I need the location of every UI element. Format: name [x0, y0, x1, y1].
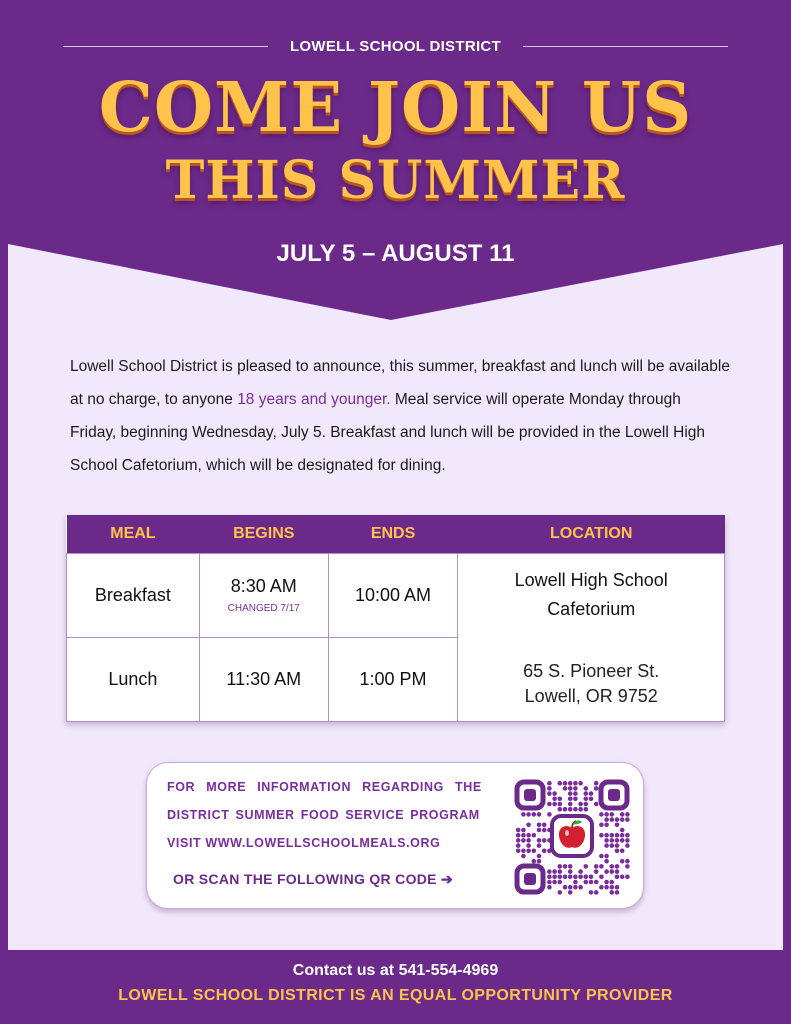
qr-module	[537, 812, 542, 817]
ends-cell: 10:00 AM	[328, 553, 458, 637]
intro-text: Lowell School District is pleased to announce, this summer, breakfast and lunch will be available at no charge, to anyone	[70, 358, 730, 408]
info-card	[146, 762, 644, 909]
qr-module	[594, 786, 599, 791]
qr-module	[573, 786, 578, 791]
qr-module	[615, 833, 620, 838]
qr-module	[620, 828, 625, 833]
qr-module	[542, 823, 547, 828]
qr-module	[552, 797, 557, 802]
qr-module	[573, 885, 578, 890]
qr-module	[552, 791, 557, 796]
qr-module	[558, 869, 563, 874]
qr-module	[537, 828, 542, 833]
qr-module	[526, 812, 531, 817]
district-name: LOWELL SCHOOL DISTRICT	[289, 38, 502, 55]
qr-module	[604, 869, 609, 874]
qr-module	[521, 854, 526, 859]
qr-module	[615, 864, 620, 869]
qr-module	[558, 864, 563, 869]
meal-cell: Lunch	[67, 637, 200, 721]
qr-module	[542, 838, 547, 843]
district-banner	[8, 38, 783, 55]
qr-module	[599, 885, 604, 890]
qr-module	[558, 807, 563, 812]
footer	[0, 950, 791, 1024]
program-dates: JULY 5 – AUGUST 11	[276, 240, 515, 267]
qr-module	[584, 802, 589, 807]
qr-module	[526, 843, 531, 848]
qr-module	[610, 817, 615, 822]
qr-module	[615, 843, 620, 848]
qr-module	[516, 849, 521, 854]
location-cell	[458, 553, 725, 721]
qr-module	[589, 880, 594, 885]
qr-module	[526, 823, 531, 828]
qr-module	[625, 817, 630, 822]
begins-time: 8:30 AM	[230, 576, 297, 596]
qr-module	[584, 807, 589, 812]
qr-module	[558, 875, 563, 880]
qr-module	[620, 849, 625, 854]
qr-module	[594, 802, 599, 807]
scan-instruction: OR SCAN THE FOLLOWING QR CODE ➔	[173, 871, 454, 887]
qr-module	[625, 859, 630, 864]
qr-module	[620, 875, 625, 880]
apple-icon	[552, 816, 592, 856]
qr-module	[584, 797, 589, 802]
qr-module	[558, 880, 563, 885]
headline-this-summer: THIS SUMMER	[165, 150, 626, 211]
qr-module	[578, 781, 583, 786]
qr-module	[604, 812, 609, 817]
qr-module	[584, 786, 589, 791]
qr-module	[620, 859, 625, 864]
qr-module	[521, 838, 526, 843]
equal-opportunity-statement: LOWELL SCHOOL DISTRICT IS AN EQUAL OPPORTUNITY PROVIDER	[118, 987, 673, 1004]
qr-module	[610, 833, 615, 838]
qr-module	[547, 791, 552, 796]
qr-module	[610, 812, 615, 817]
qr-module	[537, 838, 542, 843]
qr-module	[594, 880, 599, 885]
begins-cell: 11:30 AM	[199, 637, 328, 721]
qr-module	[610, 890, 615, 895]
qr-module	[604, 859, 609, 864]
divider-line	[523, 46, 728, 47]
qr-module	[568, 885, 573, 890]
qr-module	[526, 849, 531, 854]
qr-module	[568, 864, 573, 869]
qr-module	[516, 828, 521, 833]
column-header-location: LOCATION	[458, 515, 725, 553]
intro-text: Meal service will operate Monday through Friday, beginning Wednesday, July 5. Breakfast and lunch will be provided in the Lowell High School Cafetorium, which will be designated for dining.	[70, 391, 706, 474]
qr-module	[589, 797, 594, 802]
qr-module	[599, 875, 604, 880]
qr-module	[568, 875, 573, 880]
qr-module	[568, 797, 573, 802]
qr-module	[594, 869, 599, 874]
address-city: Lowell, OR 9752	[524, 685, 658, 706]
contact-line	[0, 962, 791, 980]
qr-module	[532, 859, 537, 864]
qr-module	[615, 869, 620, 874]
qr-module	[620, 838, 625, 843]
qr-module	[604, 854, 609, 859]
qr-module	[547, 802, 552, 807]
qr-module	[558, 802, 563, 807]
qr-module	[521, 833, 526, 838]
flyer-body	[8, 8, 783, 950]
location-name: Lowell High School	[514, 569, 668, 590]
address-street: 65 S. Pioneer St.	[523, 660, 660, 681]
qr-module	[563, 786, 568, 791]
qr-module	[573, 781, 578, 786]
ends-cell: 1:00 PM	[328, 637, 458, 721]
qr-module	[521, 849, 526, 854]
qr-module	[568, 786, 573, 791]
qr-module	[594, 864, 599, 869]
intro-paragraph	[70, 350, 730, 482]
qr-module	[552, 875, 557, 880]
qr-module	[625, 864, 630, 869]
qr-module	[547, 781, 552, 786]
qr-module	[573, 791, 578, 796]
qr-module	[573, 807, 578, 812]
meal-schedule-table	[66, 515, 725, 722]
info-line: FOR MORE INFORMATION REGARDING THE	[167, 780, 482, 794]
column-header-begins: BEGINS	[199, 515, 328, 553]
qr-module	[599, 823, 604, 828]
location-name: Cafetorium	[547, 598, 636, 619]
age-highlight: 18 years and younger.	[237, 391, 391, 408]
qr-module	[615, 838, 620, 843]
qr-module	[615, 817, 620, 822]
qr-module	[625, 833, 630, 838]
qr-module	[578, 802, 583, 807]
contact-prefix: Contact us at	[292, 962, 399, 979]
qr-module	[568, 781, 573, 786]
qr-module	[558, 797, 563, 802]
qr-module	[584, 875, 589, 880]
qr-module	[615, 823, 620, 828]
table-header-row	[67, 515, 725, 553]
qr-module	[578, 807, 583, 812]
qr-module	[594, 781, 599, 786]
qr-module	[573, 880, 578, 885]
qr-module	[589, 791, 594, 796]
qr-module	[604, 833, 609, 838]
qr-module	[526, 838, 531, 843]
changed-note: CHANGED 7/17	[227, 603, 300, 614]
website-link[interactable]: VISIT WWW.LOWELLSCHOOLMEALS.ORG	[167, 836, 441, 850]
qr-module	[625, 875, 630, 880]
qr-module	[552, 802, 557, 807]
qr-module	[620, 817, 625, 822]
qr-module	[563, 807, 568, 812]
qr-module	[615, 890, 620, 895]
meal-cell: Breakfast	[67, 553, 200, 637]
headline-come-join-us: COME JOIN US	[98, 68, 693, 148]
info-line: DISTRICT SUMMER FOOD SERVICE PROGRAM	[167, 808, 480, 822]
qr-module	[568, 807, 573, 812]
divider-line	[63, 46, 268, 47]
qr-module	[578, 875, 583, 880]
qr-module	[532, 812, 537, 817]
qr-module	[568, 890, 573, 895]
qr-module	[604, 817, 609, 822]
qr-module	[563, 875, 568, 880]
qr-module	[547, 869, 552, 874]
qr-module	[599, 854, 604, 859]
qr-module	[610, 885, 615, 890]
qr-module	[568, 869, 573, 874]
qr-module	[521, 812, 526, 817]
qr-module	[537, 854, 542, 859]
qr-module	[604, 838, 609, 843]
qr-module	[547, 875, 552, 880]
qr-module	[537, 843, 542, 848]
qr-module	[589, 890, 594, 895]
qr-module	[563, 864, 568, 869]
location-address	[468, 659, 714, 709]
qr-module	[547, 885, 552, 890]
qr-module	[610, 869, 615, 874]
qr-module	[552, 880, 557, 885]
phone-number[interactable]: 541-554-4969	[398, 962, 499, 979]
qr-module	[568, 802, 573, 807]
begins-cell	[199, 553, 328, 637]
column-header-meal: MEAL	[67, 515, 200, 553]
qr-module	[573, 875, 578, 880]
qr-module	[604, 843, 609, 848]
qr-module	[521, 828, 526, 833]
qr-module	[516, 843, 521, 848]
qr-module	[594, 890, 599, 895]
qr-module	[516, 838, 521, 843]
qr-module	[625, 838, 630, 843]
qr-module	[620, 812, 625, 817]
qr-module	[604, 880, 609, 885]
qr-module	[610, 864, 615, 869]
qr-module	[615, 849, 620, 854]
qr-module	[620, 833, 625, 838]
qr-module	[547, 812, 552, 817]
qr-module	[542, 849, 547, 854]
qr-module	[578, 885, 583, 890]
column-header-ends: ENDS	[328, 515, 458, 553]
qr-module	[537, 823, 542, 828]
qr-code[interactable]	[513, 778, 631, 896]
qr-module	[604, 885, 609, 890]
qr-module	[552, 869, 557, 874]
qr-module	[604, 823, 609, 828]
qr-module	[578, 869, 583, 874]
qr-module	[573, 797, 578, 802]
qr-module	[563, 885, 568, 890]
qr-module	[532, 849, 537, 854]
qr-module	[610, 838, 615, 843]
qr-module	[584, 864, 589, 869]
qr-module	[610, 843, 615, 848]
qr-module	[584, 880, 589, 885]
qr-module	[563, 781, 568, 786]
qr-module	[516, 833, 521, 838]
table-row-breakfast	[67, 553, 725, 637]
qr-module	[615, 885, 620, 890]
qr-module	[599, 812, 604, 817]
qr-module	[547, 880, 552, 885]
qr-module	[558, 890, 563, 895]
qr-module	[615, 875, 620, 880]
qr-module	[526, 833, 531, 838]
qr-module	[584, 791, 589, 796]
qr-module	[625, 812, 630, 817]
qr-module	[532, 833, 537, 838]
qr-module	[599, 833, 604, 838]
qr-module	[589, 875, 594, 880]
qr-module	[547, 786, 552, 791]
qr-module	[558, 781, 563, 786]
qr-module	[610, 880, 615, 885]
qr-module	[568, 791, 573, 796]
qr-module	[537, 859, 542, 864]
qr-module	[599, 864, 604, 869]
qr-module	[625, 843, 630, 848]
qr-module	[542, 828, 547, 833]
